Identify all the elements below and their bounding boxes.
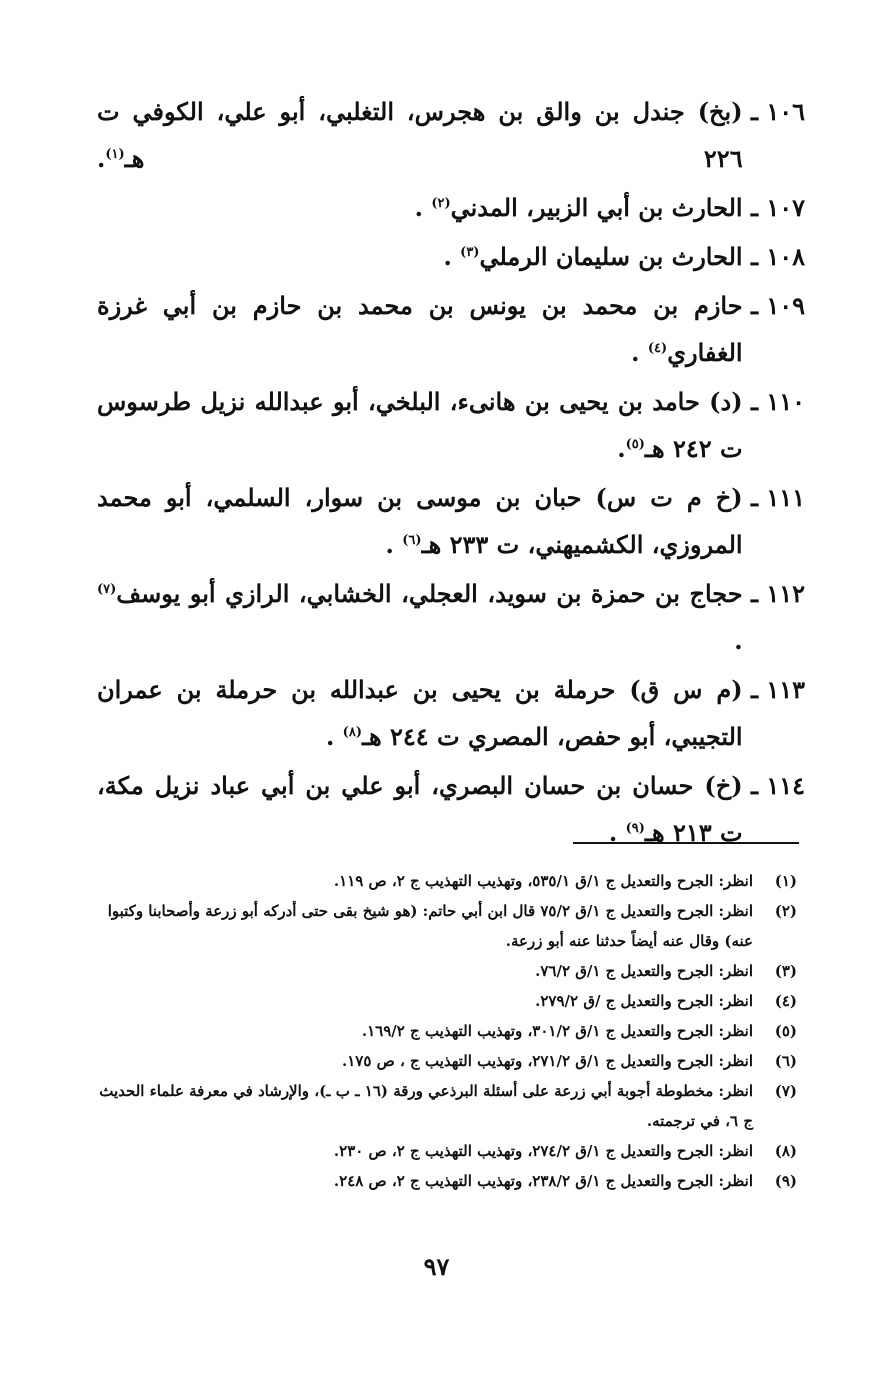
footnote-text: انظر: الجرح والتعديل ج ١/ق ٥٣٥/١، وتهذيب التهذيب ج ٢، ص ١١٩. bbox=[333, 872, 753, 890]
footnote-number: (٤) bbox=[774, 992, 797, 1010]
entry-text: (بخ) جندل بن والق بن هجرس، التغلبي، أبو علي، الكوفي ت ٢٢٦ هـ$^{(١)}$. bbox=[97, 97, 743, 173]
footnote-text: انظر: مخطوطة أجوبة أبي زرعة على أسئلة البرذعي ورقة (١٦ ـ ب ـ)، والإرشاد في معرفة علماء الحديث ج ٦، في ترجمته. bbox=[99, 1082, 753, 1130]
footnote-9 bbox=[97, 1166, 797, 1196]
entry-number: ١٠٧ ـ bbox=[750, 193, 805, 222]
entry-number: ١١٢ ـ bbox=[750, 579, 805, 608]
entry-106 bbox=[97, 88, 805, 182]
footnote-ref[interactable]: (٥) bbox=[625, 437, 645, 452]
entry-text: (د) حامد بن يحيى بن هانىء، البلخي، أبو عبدالله نزيل طرسوس ت ٢٤٢ هـ$^{(٥)}$. bbox=[97, 387, 743, 463]
footnote-ref[interactable]: (٦) bbox=[402, 533, 422, 548]
entry-number: ١٠٨ ـ bbox=[750, 242, 805, 271]
footnote-8 bbox=[97, 1136, 797, 1166]
footnote-text: انظر: الجرح والتعديل ج ١/ق ٣٠١/٢، وتهذيب التهذيب ج ١٦٩/٢. bbox=[361, 1022, 753, 1040]
footnote-number: (٧) bbox=[774, 1082, 797, 1100]
footnote-text: انظر: الجرح والتعديل ج ١/ق ٢٧٤/٢، وتهذيب التهذيب ج ٢، ص ٢٣٠. bbox=[333, 1142, 753, 1160]
footnote-ref[interactable]: (٩) bbox=[625, 821, 645, 836]
entry-113 bbox=[97, 666, 805, 760]
footnote-text: انظر: الجرح والتعديل ج ١/ق ٢٧١/٢، وتهذيب التهذيب ج ، ص ١٧٥. bbox=[341, 1052, 753, 1070]
footnote-1 bbox=[97, 866, 797, 896]
entry-number: ١١٠ ـ bbox=[750, 387, 805, 416]
entry-109 bbox=[97, 282, 805, 376]
entry-107 bbox=[97, 184, 805, 231]
footnote-number: (١) bbox=[774, 872, 797, 890]
entry-number: ١٠٩ ـ bbox=[750, 291, 805, 320]
footnote-5 bbox=[97, 1016, 797, 1046]
entry-number: ١١٤ ـ bbox=[750, 771, 805, 800]
footnote-ref[interactable]: (٣) bbox=[460, 245, 480, 260]
entry-112 bbox=[97, 570, 805, 664]
entry-text: حجاج بن حمزة بن سويد، العجلي، الخشابي، الرازي أبو يوسف$^{(٧)}$ . bbox=[97, 579, 743, 655]
footnote-ref[interactable]: (٢) bbox=[431, 196, 451, 211]
footnote-number: (٩) bbox=[774, 1172, 797, 1190]
entry-text: (م س ق) حرملة بن يحيى بن عبدالله بن حرملة بن عمران التجيبي، أبو حفص، المصري ت ٢٤٤ هـ$^{(٨)}$ . bbox=[97, 675, 743, 751]
entry-text: (خ) حسان بن حسان البصري، أبو علي بن أبي عباد نزيل مكة، ت ٢١٣ هـ$^{(٩)}$ . bbox=[97, 771, 743, 847]
entry-number: ١٠٦ ـ bbox=[750, 97, 805, 126]
footnote-ref[interactable]: (٤) bbox=[647, 341, 668, 356]
entry-111 bbox=[97, 474, 805, 568]
footnote-number: (٢) bbox=[774, 902, 797, 920]
page-number: ٩٧ bbox=[423, 1252, 450, 1281]
footnotes-list bbox=[97, 866, 797, 1196]
footnote-text: انظر: الجرح والتعديل ج ١/ق ٢٣٨/٢، وتهذيب التهذيب ج ٢، ص ٢٤٨. bbox=[333, 1172, 753, 1190]
footnote-text: انظر: الجرح والتعديل ج ١/ق ٧٥/٢ قال ابن أبي حاتم: (هو شيخ بقى حتى أدركه أبو زرعة وأصحابنا وكتبوا عنه) وقال عنه أيضاً حدثنا عنه أبو زرعة. bbox=[107, 902, 753, 950]
entry-110 bbox=[97, 378, 805, 472]
entry-text: الحارث بن سليمان الرملي$^{(٣)}$ . bbox=[443, 242, 743, 271]
entry-text: (خ م ت س) حبان بن موسى بن سوار، السلمي، أبو محمد المروزي، الكشميهني، ت ٢٣٣ هـ$^{(٦)}$ . bbox=[97, 483, 743, 559]
footnote-4 bbox=[97, 986, 797, 1016]
footnote-ref[interactable]: (١) bbox=[105, 147, 125, 162]
footnote-6 bbox=[97, 1046, 797, 1076]
footnote-divider bbox=[573, 842, 799, 844]
entry-text: حازم بن محمد بن يونس بن محمد بن حازم بن أبي غرزة الغفاري$^{(٤)}$ . bbox=[97, 291, 743, 367]
entry-text: الحارث بن أبي الزبير، المدني$^{(٢)}$ . bbox=[414, 193, 743, 222]
footnote-number: (٣) bbox=[774, 962, 797, 980]
entry-number: ١١١ ـ bbox=[750, 483, 805, 512]
entries-list bbox=[97, 88, 805, 858]
entry-108 bbox=[97, 233, 805, 280]
footnote-7 bbox=[97, 1076, 797, 1136]
entry-number: ١١٣ ـ bbox=[750, 675, 805, 704]
footnote-ref[interactable]: (٧) bbox=[97, 582, 117, 597]
footnote-3 bbox=[97, 956, 797, 986]
footnote-ref[interactable]: (٨) bbox=[342, 725, 362, 740]
footnote-text: انظر: الجرح والتعديل ج /ق ٢٧٩/٢. bbox=[535, 992, 753, 1010]
footnote-number: (٨) bbox=[774, 1142, 797, 1160]
footnote-text: انظر: الجرح والتعديل ج ١/ق ٧٦/٢. bbox=[535, 962, 753, 980]
footnote-number: (٥) bbox=[774, 1022, 797, 1040]
footnote-2 bbox=[97, 896, 797, 956]
footnote-number: (٦) bbox=[774, 1052, 797, 1070]
